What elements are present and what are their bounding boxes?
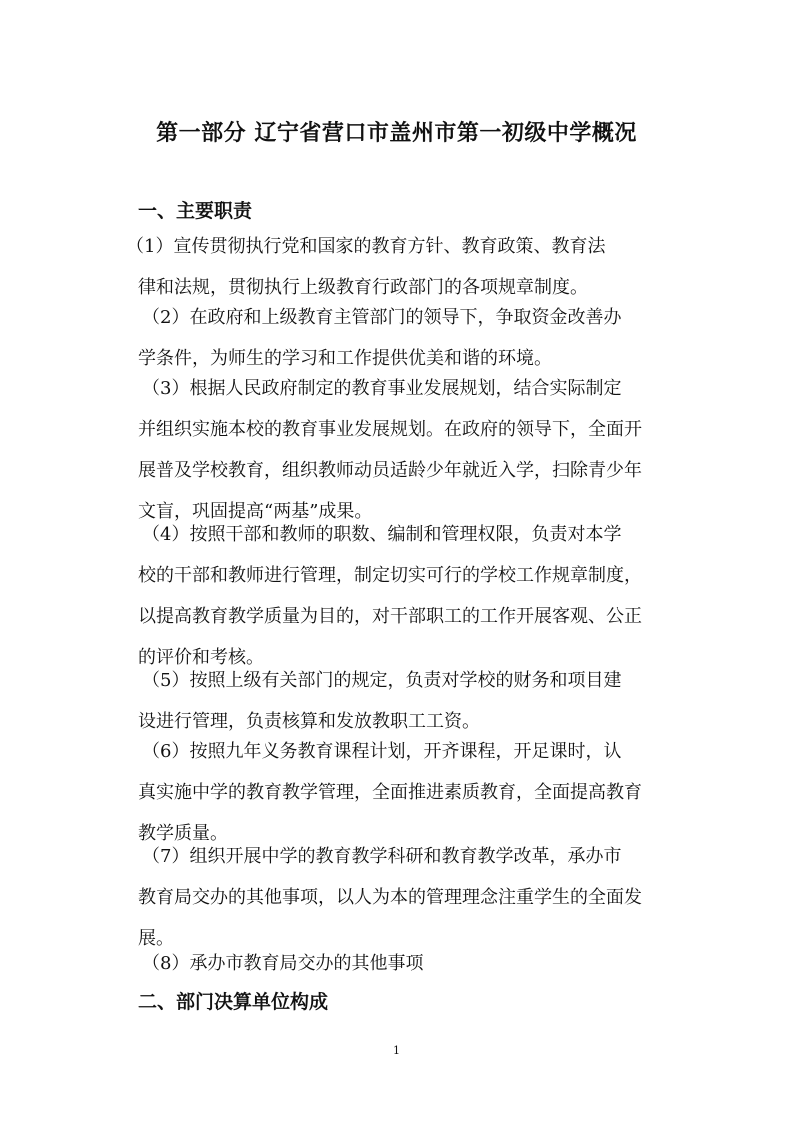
- section-heading-main-duties: 一、主要职责: [138, 200, 253, 222]
- duty-paragraph-2: [138, 297, 702, 379]
- paragraph-line: 教育局交办的其他事项，以人为本的管理理念注重学生的全面发: [138, 887, 642, 908]
- paragraph-line: （2）在政府和上级教育主管部门的领导下，争取资金改善办: [142, 307, 622, 328]
- duty-paragraph-1: [126, 226, 698, 308]
- paragraph-line: 真实施中学的教育教学管理，全面推进素质教育，全面提高教育: [138, 782, 642, 803]
- paragraph-line: 设进行管理，负责核算和发放教职工工资。: [138, 711, 480, 732]
- paragraph-line: （4）按照干部和教师的职数、编制和管理权限，负责对本学: [142, 524, 622, 545]
- paragraph-line: （8）承办市教育局交办的其他事项: [142, 953, 424, 974]
- section-heading-unit-composition: 二、部门决算单位构成: [138, 991, 329, 1013]
- paragraph-line: 律和法规，贯彻执行上级教育行政部门的各项规章制度。: [138, 277, 588, 298]
- paragraph-line: （5）按照上级有关部门的规定，负责对学校的财务和项目建: [142, 670, 622, 691]
- paragraph-line: 教学质量。: [138, 823, 228, 844]
- paragraph-line: （6）按照九年义务教育课程计划，开齐课程，开足课时，认: [142, 741, 622, 762]
- paragraph-line: （1）宣传贯彻执行党和国家的教育方针、教育政策、教育法: [126, 236, 606, 257]
- paragraph-line: 文盲，巩固提高“两基”成果。: [138, 501, 373, 522]
- duty-paragraph-5: [138, 660, 702, 742]
- duty-paragraph-8: [142, 943, 702, 984]
- paragraph-line: 展。: [138, 928, 174, 949]
- duty-paragraph-4: [138, 514, 702, 678]
- duty-paragraph-7: [138, 836, 702, 959]
- paragraph-line: （3）根据人民政府制定的教育事业发展规划，结合实际制定: [142, 378, 622, 399]
- paragraph-line: 校的干部和教师进行管理，制定切实可行的学校工作规章制度，: [138, 565, 642, 586]
- paragraph-line: 展普及学校教育，组织教师动员适龄少年就近入学，扫除青少年: [138, 460, 642, 481]
- paragraph-line: 并组织实施本校的教育事业发展规划。在政府的领导下，全面开: [138, 419, 642, 440]
- page-number: 1: [393, 1044, 400, 1057]
- paragraph-line: 的评价和考核。: [138, 647, 264, 668]
- duty-paragraph-3: [138, 368, 702, 532]
- paragraph-line: 以提高教育教学质量为目的，对干部职工的工作开展客观、公正: [138, 606, 642, 627]
- paragraph-line: （7）组织开展中学的教育教学科研和教育教学改革，承办市: [142, 846, 622, 867]
- paragraph-line: 学条件，为师生的学习和工作提供优美和谐的环境。: [138, 348, 552, 369]
- document-title: 第一部分 辽宁省营口市盖州市第一初级中学概况: [156, 121, 637, 146]
